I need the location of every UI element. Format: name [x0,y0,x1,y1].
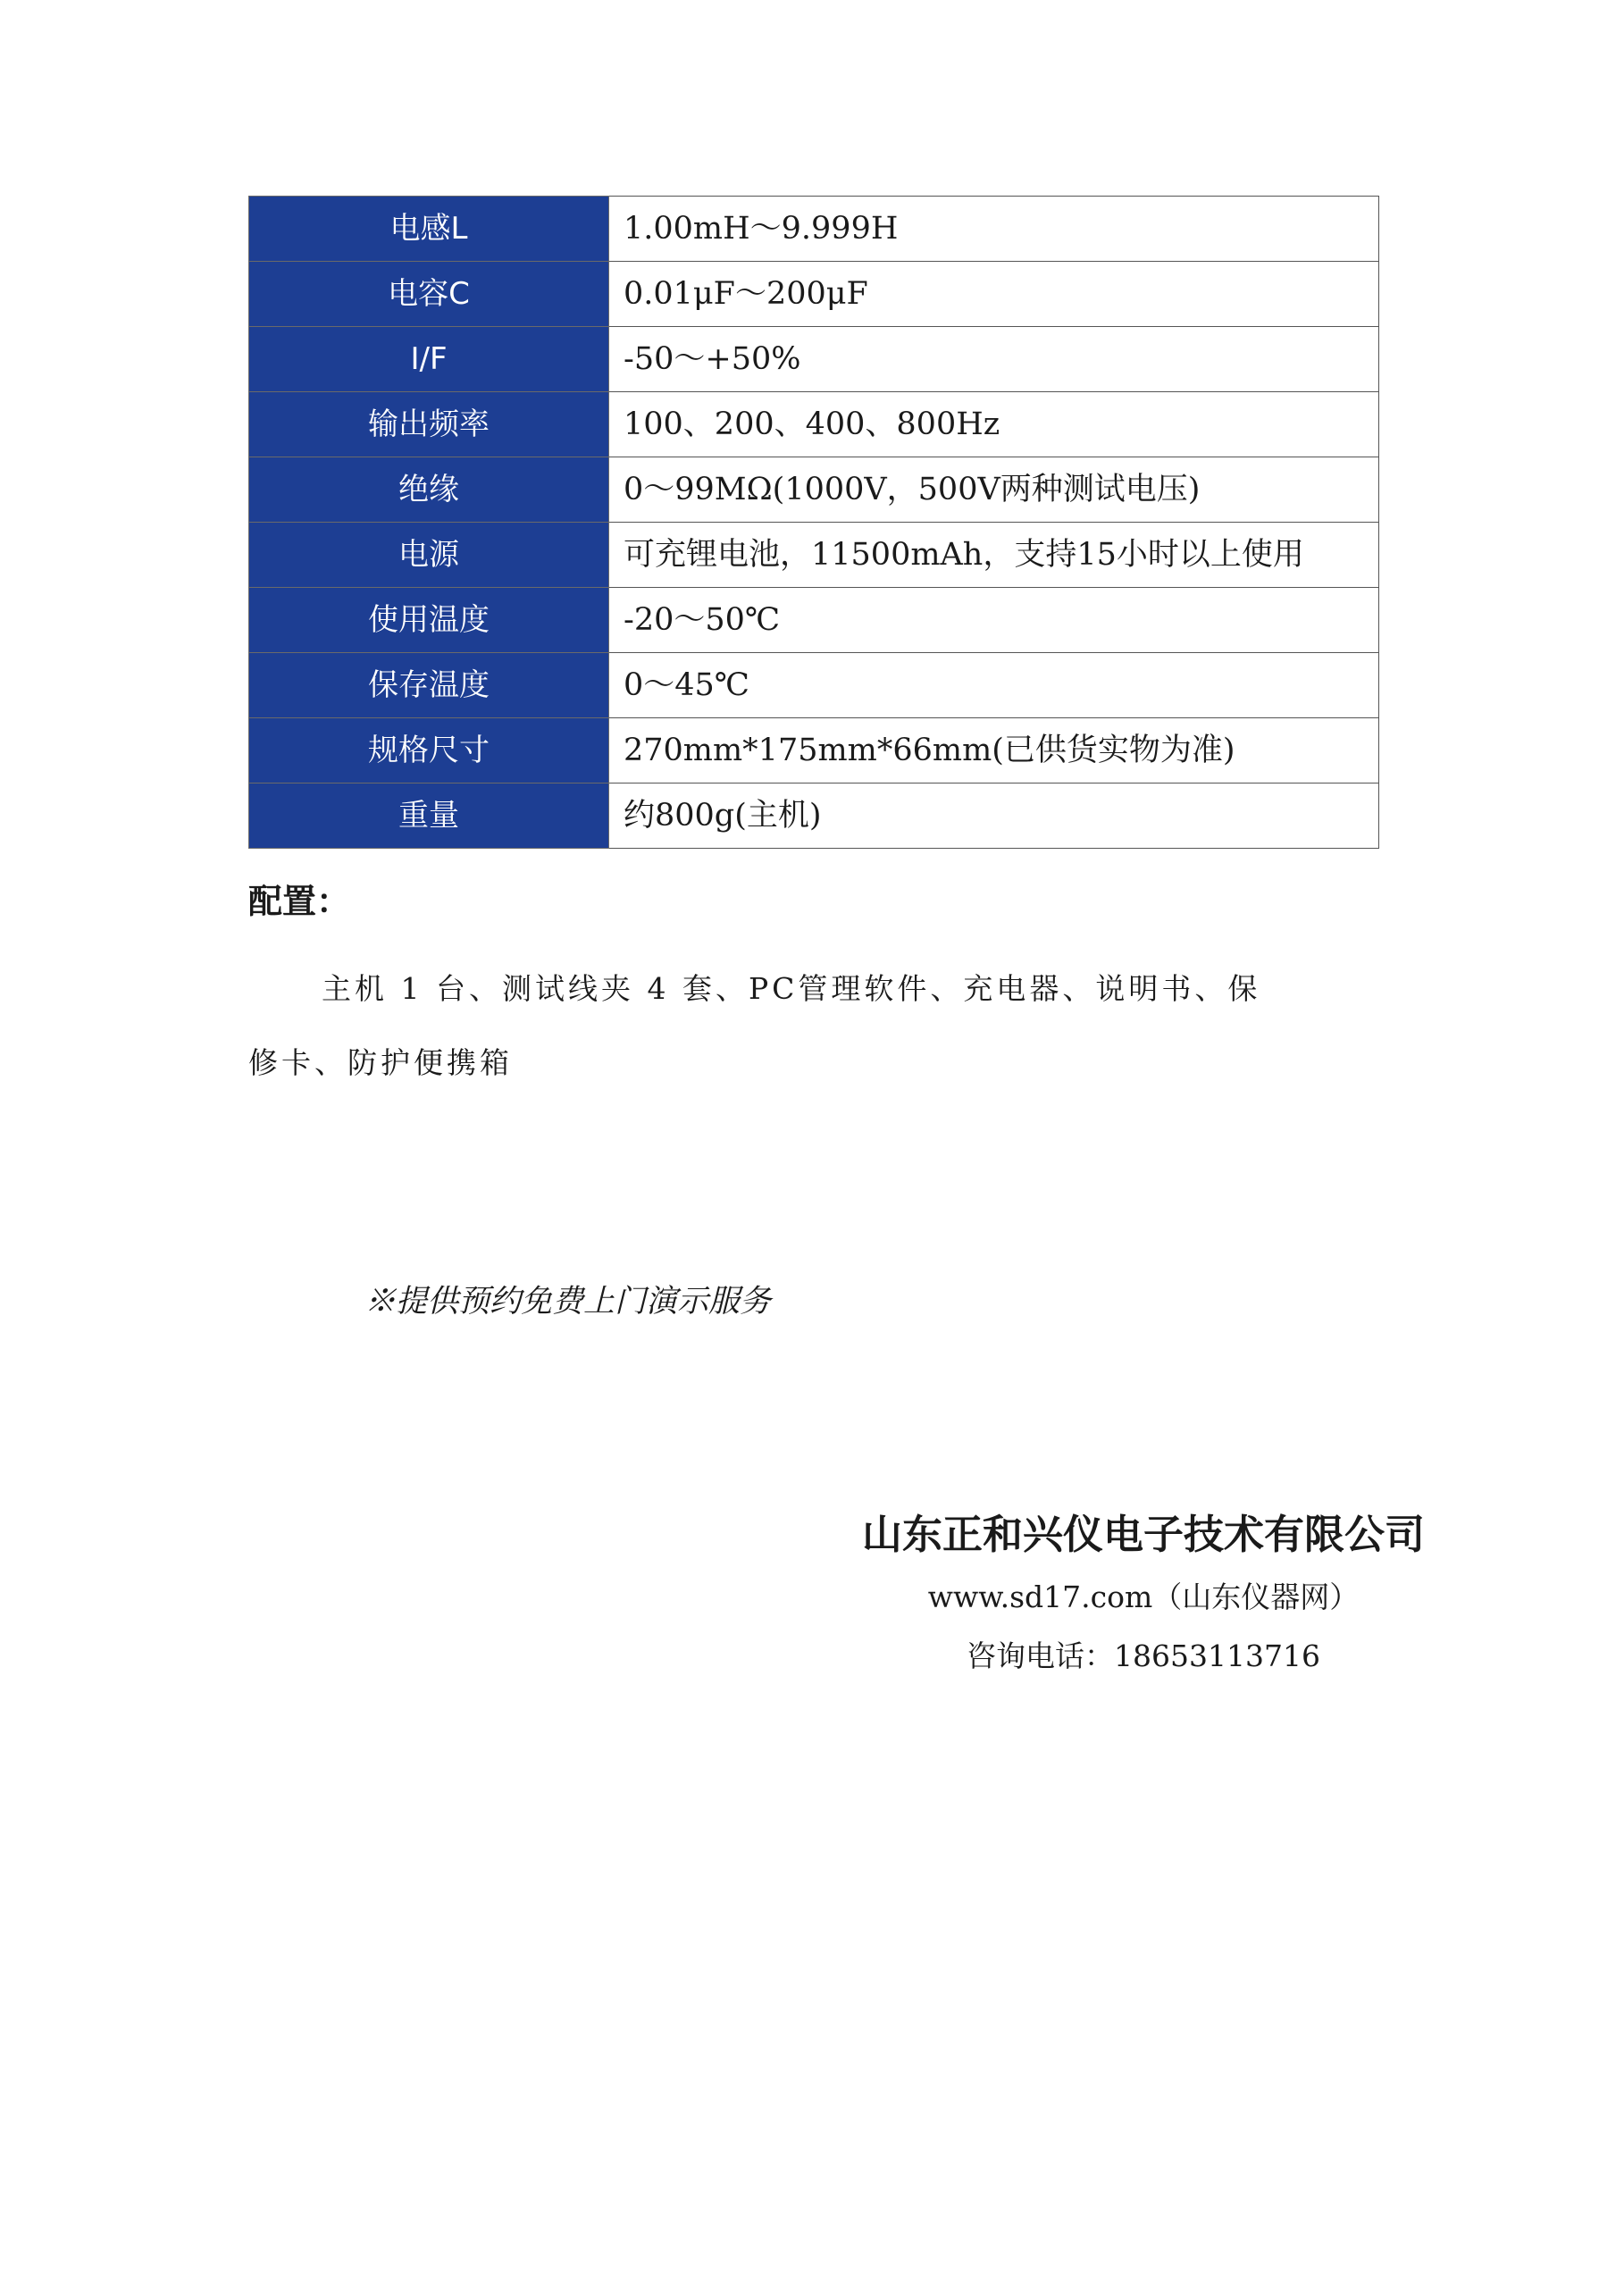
spec-label: 重量 [249,783,609,849]
table-row [249,653,1379,718]
spec-label: I/F [249,327,609,392]
configuration-text-line-1: 主机 1 台、测试线夹 4 套、PC管理软件、充电器、说明书、保 [322,971,1261,1006]
spec-value: -20～50℃ [609,588,1379,653]
company-website: www.sd17.com（山东仪器网） [927,1580,1360,1614]
spec-label: 输出频率 [249,392,609,457]
configuration-heading: 配置： [248,882,351,921]
spec-label: 保存温度 [249,653,609,718]
service-note: ※提供预约免费上门演示服务 [364,1284,772,1320]
spec-value: 1.00mH～9.999H [609,197,1379,262]
table-row [249,718,1379,783]
table-row [249,588,1379,653]
spec-table [248,196,1379,849]
table-row [249,392,1379,457]
spec-value: -50～+50% [609,327,1379,392]
spec-label: 绝缘 [249,457,609,523]
spec-value: 0.01μF～200μF [609,262,1379,327]
spec-value: 0～99MΩ(1000V，500V两种测试电压) [609,457,1379,523]
spec-value: 0～45℃ [609,653,1379,718]
configuration-text-line-2: 修卡、防护便携箱 [248,1045,513,1080]
spec-value: 可充锂电池，11500mAh，支持15小时以上使用 [609,523,1379,588]
spec-label: 电容C [249,262,609,327]
table-row [249,783,1379,849]
spec-label: 电源 [249,523,609,588]
spec-label: 使用温度 [249,588,609,653]
table-row [249,523,1379,588]
spec-value: 约800g(主机) [609,783,1379,849]
table-row [249,327,1379,392]
table-row [249,197,1379,262]
table-row [249,457,1379,523]
company-info [831,1510,1456,1674]
spec-label: 规格尺寸 [249,718,609,783]
company-name: 山东正和兴仪电子技术有限公司 [861,1511,1425,1558]
spec-value: 100、200、400、800Hz [609,392,1379,457]
company-phone: 咨询电话：18653113716 [967,1638,1320,1673]
table-row [249,262,1379,327]
spec-label: 电感L [249,197,609,262]
spec-value: 270mm*175mm*66mm(已供货实物为准) [609,718,1379,783]
